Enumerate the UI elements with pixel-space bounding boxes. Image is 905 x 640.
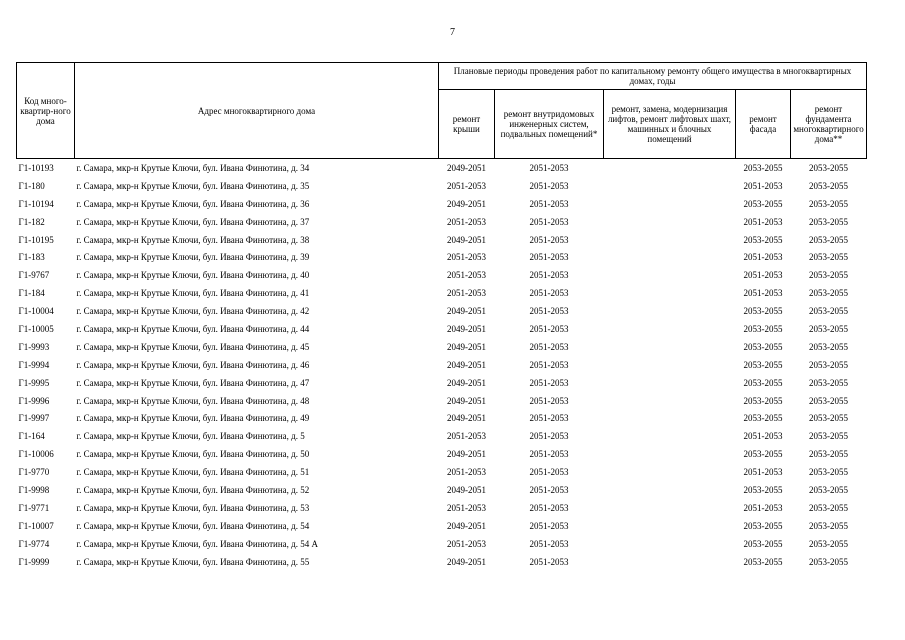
cell-engineering: 2051-2053 xyxy=(529,467,569,478)
cell-code: Г1-180 xyxy=(18,180,45,191)
table-row xyxy=(17,445,867,463)
cell-address: г. Самара, мкр-н Крутые Ключи, бул. Ивана Финютина, д. 45 xyxy=(76,341,310,352)
header-address: Адрес многоквартирного дома xyxy=(75,63,439,159)
cell-foundation: 2053-2055 xyxy=(809,359,849,370)
cell-code: Г1-9997 xyxy=(18,413,50,424)
cell-address: г. Самара, мкр-н Крутые Ключи, бул. Ивана Финютина, д. 36 xyxy=(76,198,310,209)
cell-facade: 2053-2055 xyxy=(743,323,783,334)
cell-roof: 2049-2051 xyxy=(447,341,486,352)
cell-address: г. Самара, мкр-н Крутые Ключи, бул. Ивана Финютина, д. 54 xyxy=(76,520,310,531)
cell-engineering: 2051-2053 xyxy=(529,341,569,352)
cell-elevators xyxy=(604,159,736,177)
repair-schedule-table xyxy=(16,62,867,570)
cell-elevators xyxy=(604,213,736,231)
cell-elevators xyxy=(604,517,736,535)
header-periods: Плановые периоды проведения работ по капитальному ремонту общего имущества в многоквартирных домах, годы xyxy=(439,63,867,90)
cell-elevators xyxy=(604,445,736,463)
header-roof: ремонт крыши xyxy=(439,90,495,159)
cell-address: г. Самара, мкр-н Крутые Ключи, бул. Ивана Финютина, д. 38 xyxy=(76,234,310,245)
page-number: 7 xyxy=(450,27,455,38)
cell-roof: 2051-2053 xyxy=(447,252,486,263)
cell-roof: 2051-2053 xyxy=(447,216,486,227)
cell-code: Г1-10194 xyxy=(18,198,54,209)
cell-facade: 2053-2055 xyxy=(743,484,783,495)
cell-facade: 2053-2055 xyxy=(743,162,783,173)
cell-facade: 2051-2053 xyxy=(743,502,783,513)
cell-engineering: 2051-2053 xyxy=(529,449,569,460)
cell-address: г. Самара, мкр-н Крутые Ключи, бул. Ивана Финютина, д. 40 xyxy=(76,270,310,281)
cell-code: Г1-10004 xyxy=(18,306,54,317)
cell-engineering: 2051-2053 xyxy=(529,162,569,173)
cell-elevators xyxy=(604,409,736,427)
cell-elevators xyxy=(604,427,736,445)
cell-engineering: 2051-2053 xyxy=(529,395,569,406)
table-header xyxy=(17,63,867,159)
table-row xyxy=(17,535,867,553)
cell-address: г. Самара, мкр-н Крутые Ключи, бул. Ивана Финютина, д. 46 xyxy=(76,359,310,370)
cell-roof: 2051-2053 xyxy=(447,288,486,299)
cell-code: Г1-10195 xyxy=(18,234,54,245)
table-row xyxy=(17,195,867,213)
cell-elevators xyxy=(604,374,736,392)
cell-address: г. Самара, мкр-н Крутые Ключи, бул. Ивана Финютина, д. 5 xyxy=(76,431,305,442)
cell-roof: 2049-2051 xyxy=(447,556,486,567)
cell-code: Г1-10005 xyxy=(18,323,54,334)
cell-code: Г1-9998 xyxy=(18,484,50,495)
cell-foundation: 2053-2055 xyxy=(809,306,849,317)
cell-elevators xyxy=(604,553,736,571)
cell-engineering: 2051-2053 xyxy=(529,377,569,388)
cell-facade: 2053-2055 xyxy=(743,306,783,317)
cell-address: г. Самара, мкр-н Крутые Ключи, бул. Ивана Финютина, д. 52 xyxy=(76,484,310,495)
cell-roof: 2051-2053 xyxy=(447,270,486,281)
cell-engineering: 2051-2053 xyxy=(529,484,569,495)
table-row xyxy=(17,284,867,302)
cell-engineering: 2051-2053 xyxy=(529,556,569,567)
cell-address: г. Самара, мкр-н Крутые Ключи, бул. Ивана Финютина, д. 35 xyxy=(76,180,310,191)
cell-facade: 2051-2053 xyxy=(743,288,783,299)
cell-code: Г1-9993 xyxy=(18,341,50,352)
table-row xyxy=(17,517,867,535)
cell-facade: 2051-2053 xyxy=(743,252,783,263)
cell-address: г. Самара, мкр-н Крутые Ключи, бул. Ивана Финютина, д. 44 xyxy=(76,323,310,334)
cell-roof: 2049-2051 xyxy=(447,306,486,317)
cell-address: г. Самара, мкр-н Крутые Ключи, бул. Ивана Финютина, д. 54 А xyxy=(76,538,319,549)
cell-elevators xyxy=(604,392,736,410)
cell-foundation: 2053-2055 xyxy=(809,252,849,263)
cell-foundation: 2053-2055 xyxy=(809,556,849,567)
cell-facade: 2053-2055 xyxy=(743,359,783,370)
cell-engineering: 2051-2053 xyxy=(529,502,569,513)
cell-address: г. Самара, мкр-н Крутые Ключи, бул. Ивана Финютина, д. 47 xyxy=(76,377,310,388)
cell-engineering: 2051-2053 xyxy=(529,359,569,370)
cell-engineering: 2051-2053 xyxy=(529,198,569,209)
cell-elevators xyxy=(604,177,736,195)
cell-address: г. Самара, мкр-н Крутые Ключи, бул. Ивана Финютина, д. 34 xyxy=(76,162,310,173)
table-row xyxy=(17,177,867,195)
cell-elevators xyxy=(604,284,736,302)
cell-engineering: 2051-2053 xyxy=(529,520,569,531)
table-row xyxy=(17,463,867,481)
cell-facade: 2053-2055 xyxy=(743,377,783,388)
cell-address: г. Самара, мкр-н Крутые Ключи, бул. Ивана Финютина, д. 50 xyxy=(76,449,310,460)
table-row xyxy=(17,392,867,410)
cell-code: Г1-9774 xyxy=(18,538,50,549)
cell-code: Г1-182 xyxy=(18,216,45,227)
cell-foundation: 2053-2055 xyxy=(809,180,849,191)
table-row xyxy=(17,231,867,249)
cell-address: г. Самара, мкр-н Крутые Ключи, бул. Ивана Финютина, д. 49 xyxy=(76,413,310,424)
cell-code: Г1-9771 xyxy=(18,502,50,513)
cell-foundation: 2053-2055 xyxy=(809,431,849,442)
cell-facade: 2053-2055 xyxy=(743,413,783,424)
cell-facade: 2053-2055 xyxy=(743,520,783,531)
cell-roof: 2049-2051 xyxy=(447,484,486,495)
cell-foundation: 2053-2055 xyxy=(809,502,849,513)
cell-code: Г1-9999 xyxy=(18,556,50,567)
table-row xyxy=(17,159,867,177)
cell-address: г. Самара, мкр-н Крутые Ключи, бул. Ивана Финютина, д. 41 xyxy=(76,288,310,299)
cell-engineering: 2051-2053 xyxy=(529,538,569,549)
cell-foundation: 2053-2055 xyxy=(809,538,849,549)
cell-roof: 2049-2051 xyxy=(447,359,486,370)
cell-address: г. Самара, мкр-н Крутые Ключи, бул. Ивана Финютина, д. 39 xyxy=(76,252,310,263)
cell-roof: 2051-2053 xyxy=(447,502,486,513)
cell-foundation: 2053-2055 xyxy=(809,449,849,460)
cell-roof: 2049-2051 xyxy=(447,323,486,334)
header-engineering: ремонт внутридомовых инженерных систем, подвальных помещений* xyxy=(495,90,604,159)
header-elevators: ремонт, замена, модернизация лифтов, ремонт лифтовых шахт, машинных и блочных помещений xyxy=(604,90,736,159)
header-foundation: ремонт фундамента многоквартирного дома** xyxy=(791,90,867,159)
cell-facade: 2051-2053 xyxy=(743,467,783,478)
table-row xyxy=(17,374,867,392)
cell-foundation: 2053-2055 xyxy=(809,395,849,406)
cell-code: Г1-9994 xyxy=(18,359,50,370)
cell-elevators xyxy=(604,481,736,499)
cell-elevators xyxy=(604,535,736,553)
cell-code: Г1-9995 xyxy=(18,377,50,388)
cell-foundation: 2053-2055 xyxy=(809,216,849,227)
cell-facade: 2053-2055 xyxy=(743,341,783,352)
cell-code: Г1-10193 xyxy=(18,162,54,173)
table-row xyxy=(17,409,867,427)
cell-code: Г1-10006 xyxy=(18,449,54,460)
cell-engineering: 2051-2053 xyxy=(529,180,569,191)
table-body xyxy=(17,159,867,571)
cell-elevators xyxy=(604,320,736,338)
cell-facade: 2053-2055 xyxy=(743,449,783,460)
cell-engineering: 2051-2053 xyxy=(529,288,569,299)
cell-code: Г1-184 xyxy=(18,288,45,299)
cell-roof: 2051-2053 xyxy=(447,180,486,191)
cell-code: Г1-9996 xyxy=(18,395,50,406)
cell-elevators xyxy=(604,248,736,266)
table-row xyxy=(17,266,867,284)
table-row xyxy=(17,427,867,445)
cell-foundation: 2053-2055 xyxy=(809,520,849,531)
cell-foundation: 2053-2055 xyxy=(809,377,849,388)
cell-foundation: 2053-2055 xyxy=(809,323,849,334)
cell-facade: 2053-2055 xyxy=(743,198,783,209)
cell-address: г. Самара, мкр-н Крутые Ключи, бул. Ивана Финютина, д. 42 xyxy=(76,306,310,317)
cell-facade: 2053-2055 xyxy=(743,538,783,549)
cell-engineering: 2051-2053 xyxy=(529,234,569,245)
table-row xyxy=(17,481,867,499)
cell-foundation: 2053-2055 xyxy=(809,162,849,173)
cell-elevators xyxy=(604,356,736,374)
table-row xyxy=(17,248,867,266)
cell-foundation: 2053-2055 xyxy=(809,288,849,299)
cell-roof: 2049-2051 xyxy=(447,234,486,245)
cell-facade: 2053-2055 xyxy=(743,556,783,567)
table-row xyxy=(17,499,867,517)
cell-address: г. Самара, мкр-н Крутые Ключи, бул. Ивана Финютина, д. 51 xyxy=(76,467,310,478)
cell-roof: 2049-2051 xyxy=(447,395,486,406)
cell-roof: 2049-2051 xyxy=(447,198,486,209)
header-facade: ремонт фасада xyxy=(736,90,791,159)
table-row xyxy=(17,356,867,374)
cell-roof: 2049-2051 xyxy=(447,520,486,531)
cell-roof: 2051-2053 xyxy=(447,538,486,549)
cell-address: г. Самара, мкр-н Крутые Ключи, бул. Ивана Финютина, д. 37 xyxy=(76,216,310,227)
table-row xyxy=(17,213,867,231)
cell-code: Г1-183 xyxy=(18,252,45,263)
cell-facade: 2051-2053 xyxy=(743,180,783,191)
cell-elevators xyxy=(604,302,736,320)
cell-foundation: 2053-2055 xyxy=(809,234,849,245)
cell-engineering: 2051-2053 xyxy=(529,306,569,317)
table-row xyxy=(17,320,867,338)
cell-engineering: 2051-2053 xyxy=(529,216,569,227)
header-code: Код много-квартир-ного дома xyxy=(17,63,75,159)
cell-address: г. Самара, мкр-н Крутые Ключи, бул. Ивана Финютина, д. 53 xyxy=(76,502,310,513)
cell-facade: 2051-2053 xyxy=(743,431,783,442)
cell-elevators xyxy=(604,463,736,481)
cell-engineering: 2051-2053 xyxy=(529,252,569,263)
cell-roof: 2051-2053 xyxy=(447,431,486,442)
cell-engineering: 2051-2053 xyxy=(529,323,569,334)
cell-facade: 2051-2053 xyxy=(743,216,783,227)
cell-foundation: 2053-2055 xyxy=(809,413,849,424)
cell-roof: 2049-2051 xyxy=(447,413,486,424)
cell-code: Г1-9770 xyxy=(18,467,50,478)
cell-code: Г1-9767 xyxy=(18,270,50,281)
cell-elevators xyxy=(604,266,736,284)
cell-foundation: 2053-2055 xyxy=(809,484,849,495)
cell-roof: 2051-2053 xyxy=(447,467,486,478)
cell-elevators xyxy=(604,499,736,517)
cell-facade: 2053-2055 xyxy=(743,395,783,406)
cell-roof: 2049-2051 xyxy=(447,377,486,388)
table-row xyxy=(17,553,867,571)
cell-facade: 2051-2053 xyxy=(743,270,783,281)
cell-code: Г1-10007 xyxy=(18,520,54,531)
cell-facade: 2053-2055 xyxy=(743,234,783,245)
cell-foundation: 2053-2055 xyxy=(809,198,849,209)
table-row xyxy=(17,338,867,356)
cell-engineering: 2051-2053 xyxy=(529,431,569,442)
table-row xyxy=(17,302,867,320)
cell-foundation: 2053-2055 xyxy=(809,467,849,478)
cell-code: Г1-164 xyxy=(18,431,45,442)
cell-engineering: 2051-2053 xyxy=(529,270,569,281)
cell-foundation: 2053-2055 xyxy=(809,341,849,352)
cell-elevators xyxy=(604,195,736,213)
cell-address: г. Самара, мкр-н Крутые Ключи, бул. Ивана Финютина, д. 55 xyxy=(76,556,310,567)
cell-roof: 2049-2051 xyxy=(447,162,486,173)
cell-address: г. Самара, мкр-н Крутые Ключи, бул. Ивана Финютина, д. 48 xyxy=(76,395,310,406)
cell-elevators xyxy=(604,338,736,356)
cell-roof: 2049-2051 xyxy=(447,449,486,460)
cell-engineering: 2051-2053 xyxy=(529,413,569,424)
cell-elevators xyxy=(604,231,736,249)
cell-foundation: 2053-2055 xyxy=(809,270,849,281)
